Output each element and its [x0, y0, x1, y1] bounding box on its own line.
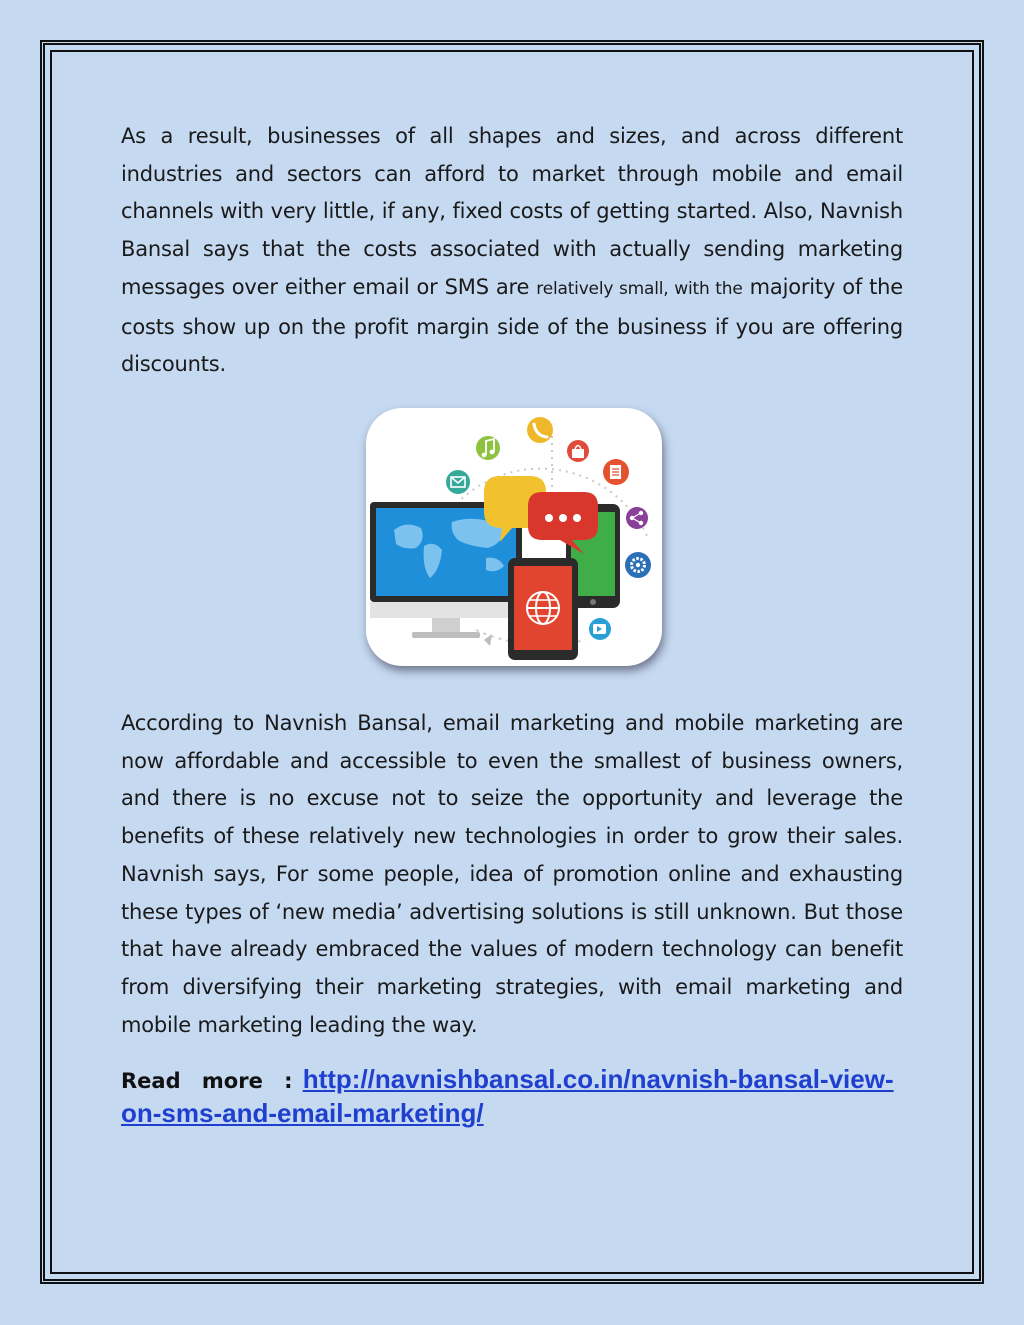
tablet-icon	[508, 558, 578, 660]
read-more-label: Read more :	[121, 1069, 293, 1093]
music-note-icon	[476, 436, 500, 460]
phone-call-icon	[527, 417, 553, 443]
digital-marketing-illustration	[366, 408, 662, 666]
read-more	[121, 1062, 905, 1130]
read-more-link[interactable]: http://navnishbansal.co.in/navnish-bansal-view-on-sms-and-email-marketing/	[121, 1064, 894, 1128]
email-icon	[446, 470, 470, 494]
settings-gear-icon	[625, 552, 651, 578]
document-icon	[603, 459, 629, 485]
paragraph-costs-text-b: majority of the costs show up on the profit margin side of the business if you are offering discounts.	[121, 274, 903, 377]
paragraph-costs	[121, 118, 903, 384]
paragraph-costs-text-a: As a result, businesses of all shapes and sizes, and across different industries and sectors can afford to market through mobile and email channels with very little, if any, fixed costs of getting started. Also, Navnish Bansal says that the costs associated with actually sending marketing messages over either email or SMS are	[121, 124, 903, 299]
video-play-icon	[589, 618, 611, 640]
share-icon	[626, 507, 648, 529]
shopping-bag-icon	[567, 440, 589, 462]
paragraph-affordable: According to Navnish Bansal, email marketing and mobile marketing are now affordable and accessible to even the smallest of business owners, and there is no excuse not to seize the opportunity and leverage the benefits of these relatively new technologies in order to grow their sales. Navnish says, For some people, idea of promotion online and exhausting these types of ‘new media’ advertising solutions is still unknown. But those that have already embraced the values of modern technology can benefit from diversifying their marketing strategies, with email marketing and mobile marketing leading the way.	[121, 711, 903, 1037]
paragraph-costs-small-text: relatively small, with the	[536, 278, 743, 299]
